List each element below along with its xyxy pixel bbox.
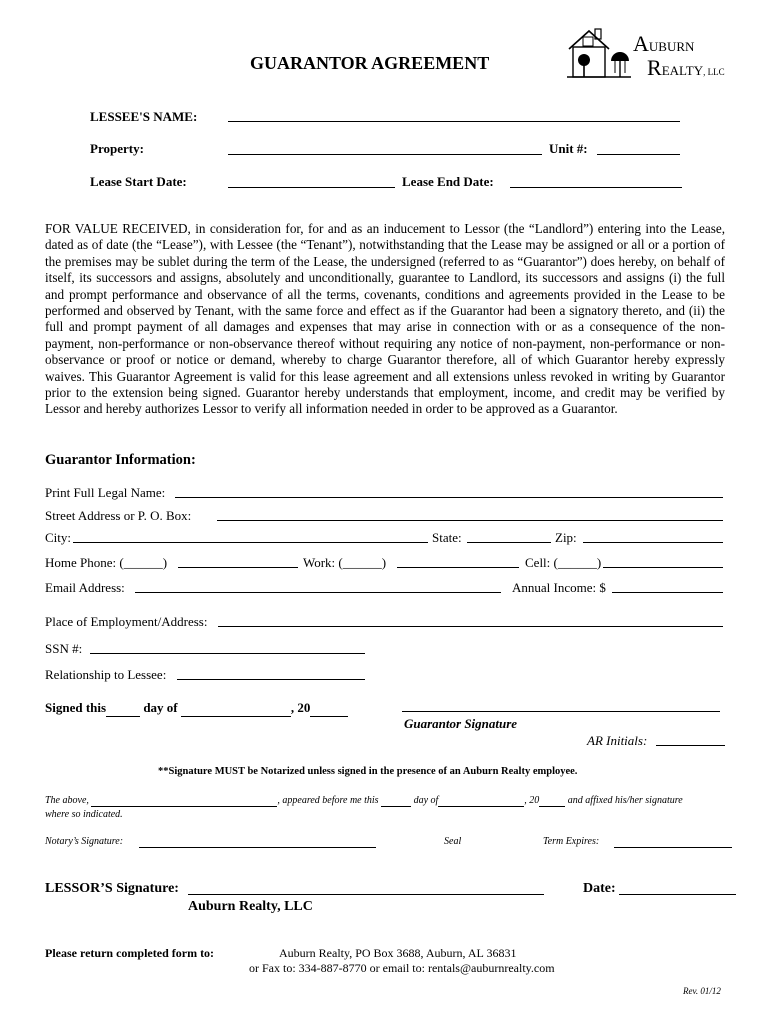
- lessor-company: Auburn Realty, LLC: [188, 899, 313, 914]
- signed-this-line: Signed this day of , 20: [45, 700, 348, 717]
- cell-phone-field[interactable]: [603, 567, 723, 568]
- street-address-field[interactable]: [217, 520, 723, 521]
- state-field[interactable]: [467, 542, 551, 543]
- ssn-field[interactable]: [90, 653, 365, 654]
- street-address-label: Street Address or P. O. Box:: [45, 508, 192, 523]
- relationship-label: Relationship to Lessee:: [45, 667, 167, 682]
- zip-label: Zip:: [555, 530, 577, 545]
- house-icon: [563, 25, 633, 81]
- revision-label: Rev. 01/12: [683, 986, 721, 996]
- lease-end-field[interactable]: [510, 187, 682, 188]
- property-label: Property:: [90, 141, 144, 156]
- home-phone-field[interactable]: [178, 567, 298, 568]
- ssn-label: SSN #:: [45, 641, 83, 656]
- notary-month-field[interactable]: [438, 795, 524, 807]
- full-name-field[interactable]: [175, 497, 723, 498]
- zip-field[interactable]: [583, 542, 723, 543]
- notary-day-field[interactable]: [381, 795, 411, 807]
- annual-income-label: Annual Income: $: [512, 580, 606, 595]
- employment-field[interactable]: [218, 626, 723, 627]
- notary-signature-field[interactable]: [139, 847, 376, 848]
- notary-statement: The above, , appeared before me this day of , 20 and affixed his/her signature: [45, 795, 683, 806]
- logo-line-2: REALTY, LLC: [647, 55, 725, 80]
- signed-month-field[interactable]: [181, 700, 291, 717]
- unit-label: Unit #:: [549, 141, 588, 156]
- signed-day-field[interactable]: [106, 700, 140, 717]
- term-expires-label: Term Expires:: [543, 836, 600, 847]
- company-logo: [563, 25, 728, 85]
- lessor-signature-label: LESSOR’S Signature:: [45, 881, 179, 896]
- ar-initials-label: AR Initials:: [587, 733, 648, 748]
- lessor-date-label: Date:: [583, 881, 616, 896]
- notary-signature-label: Notary’s Signature:: [45, 836, 124, 847]
- return-address: Auburn Realty, PO Box 3688, Auburn, AL 36831: [279, 946, 517, 960]
- full-name-label: Print Full Legal Name:: [45, 485, 166, 500]
- cell-phone-label: Cell: (______): [525, 555, 602, 570]
- seal-label: Seal: [444, 836, 462, 847]
- work-phone-field[interactable]: [397, 567, 519, 568]
- notary-year-field[interactable]: [539, 795, 565, 807]
- home-phone-label: Home Phone: (______): [45, 555, 168, 570]
- signed-year-field[interactable]: [310, 700, 348, 717]
- property-field[interactable]: [228, 154, 542, 155]
- guarantor-heading: Guarantor Information:: [45, 452, 196, 468]
- lease-end-label: Lease End Date:: [402, 174, 494, 189]
- state-label: State:: [432, 530, 462, 545]
- return-contact: or Fax to: 334-887-8770 or email to: rentals@auburnrealty.com: [249, 961, 555, 975]
- lessee-name-label: LESSEE'S NAME:: [90, 109, 198, 124]
- unit-field[interactable]: [597, 154, 680, 155]
- ar-initials-field[interactable]: [656, 745, 725, 746]
- lease-start-field[interactable]: [228, 187, 395, 188]
- relationship-field[interactable]: [177, 679, 365, 680]
- city-label: City:: [45, 530, 72, 545]
- work-phone-label: Work: (______): [303, 555, 387, 570]
- email-field[interactable]: [135, 592, 501, 593]
- agreement-paragraph: FOR VALUE RECEIVED, in consideration for, for and as an inducement to Lessor (the “Landlord”) entering into the Lease, dated as of date (the “Lease”), with Lessee (the “Tenant”), notwithstanding that the Lease may be assigned or all or a portion of the premises may be sublet during the term of the Lease, the undersigned (referred to as “Guarantor”) does hereby, on behalf of itself, its successors and assigns, absolutely and unconditionally, guarantee to Landlord, its successors and assigns (i) the full and prompt performance and observance of all the terms, covenants, conditions and agreements provided in the Lease to be performed and observed by Tenant, with the same force and effect as if the Guarantor had been a signatory thereto, and (ii) the full and prompt payment of all damages and expenses that may arise in connection with or as a consequence of the non-payment, non-performance or non-observance thereof without requiring any notice of non-payment, non-performance or non-observance or proof or notice or demand, whereby to charge Guarantor therefore, all of which Guarantor hereby expressly waives. This Guarantor Agreement is valid for this lease agreement and all extensions unless revoked in writing by Guarantor prior to the extension being signed. Guarantor hereby understands that employment, income, and credit may be verified by Lessor and hereby authorizes Lessor to verify all information needed in order to be approved as a Guarantor.: [45, 221, 725, 417]
- page-title: GUARANTOR AGREEMENT: [250, 53, 490, 73]
- return-label: Please return completed form to:: [45, 946, 215, 960]
- guarantor-signature-field[interactable]: [402, 711, 720, 712]
- lessor-signature-field[interactable]: [188, 894, 544, 895]
- lessor-date-field[interactable]: [619, 894, 736, 895]
- notary-statement-continued: where so indicated.: [45, 809, 123, 820]
- notarize-notice: **Signature MUST be Notarized unless signed in the presence of an Auburn Realty employee.: [158, 766, 578, 777]
- lessee-name-field[interactable]: [228, 121, 680, 122]
- employment-label: Place of Employment/Address:: [45, 614, 208, 629]
- lease-start-label: Lease Start Date:: [90, 174, 187, 189]
- logo-line-1: AUBURN: [633, 31, 695, 56]
- notary-name-field[interactable]: [91, 795, 277, 807]
- city-field[interactable]: [73, 542, 428, 543]
- term-expires-field[interactable]: [614, 847, 732, 848]
- annual-income-field[interactable]: [612, 592, 723, 593]
- email-label: Email Address:: [45, 580, 125, 595]
- guarantor-signature-label: Guarantor Signature: [404, 716, 518, 731]
